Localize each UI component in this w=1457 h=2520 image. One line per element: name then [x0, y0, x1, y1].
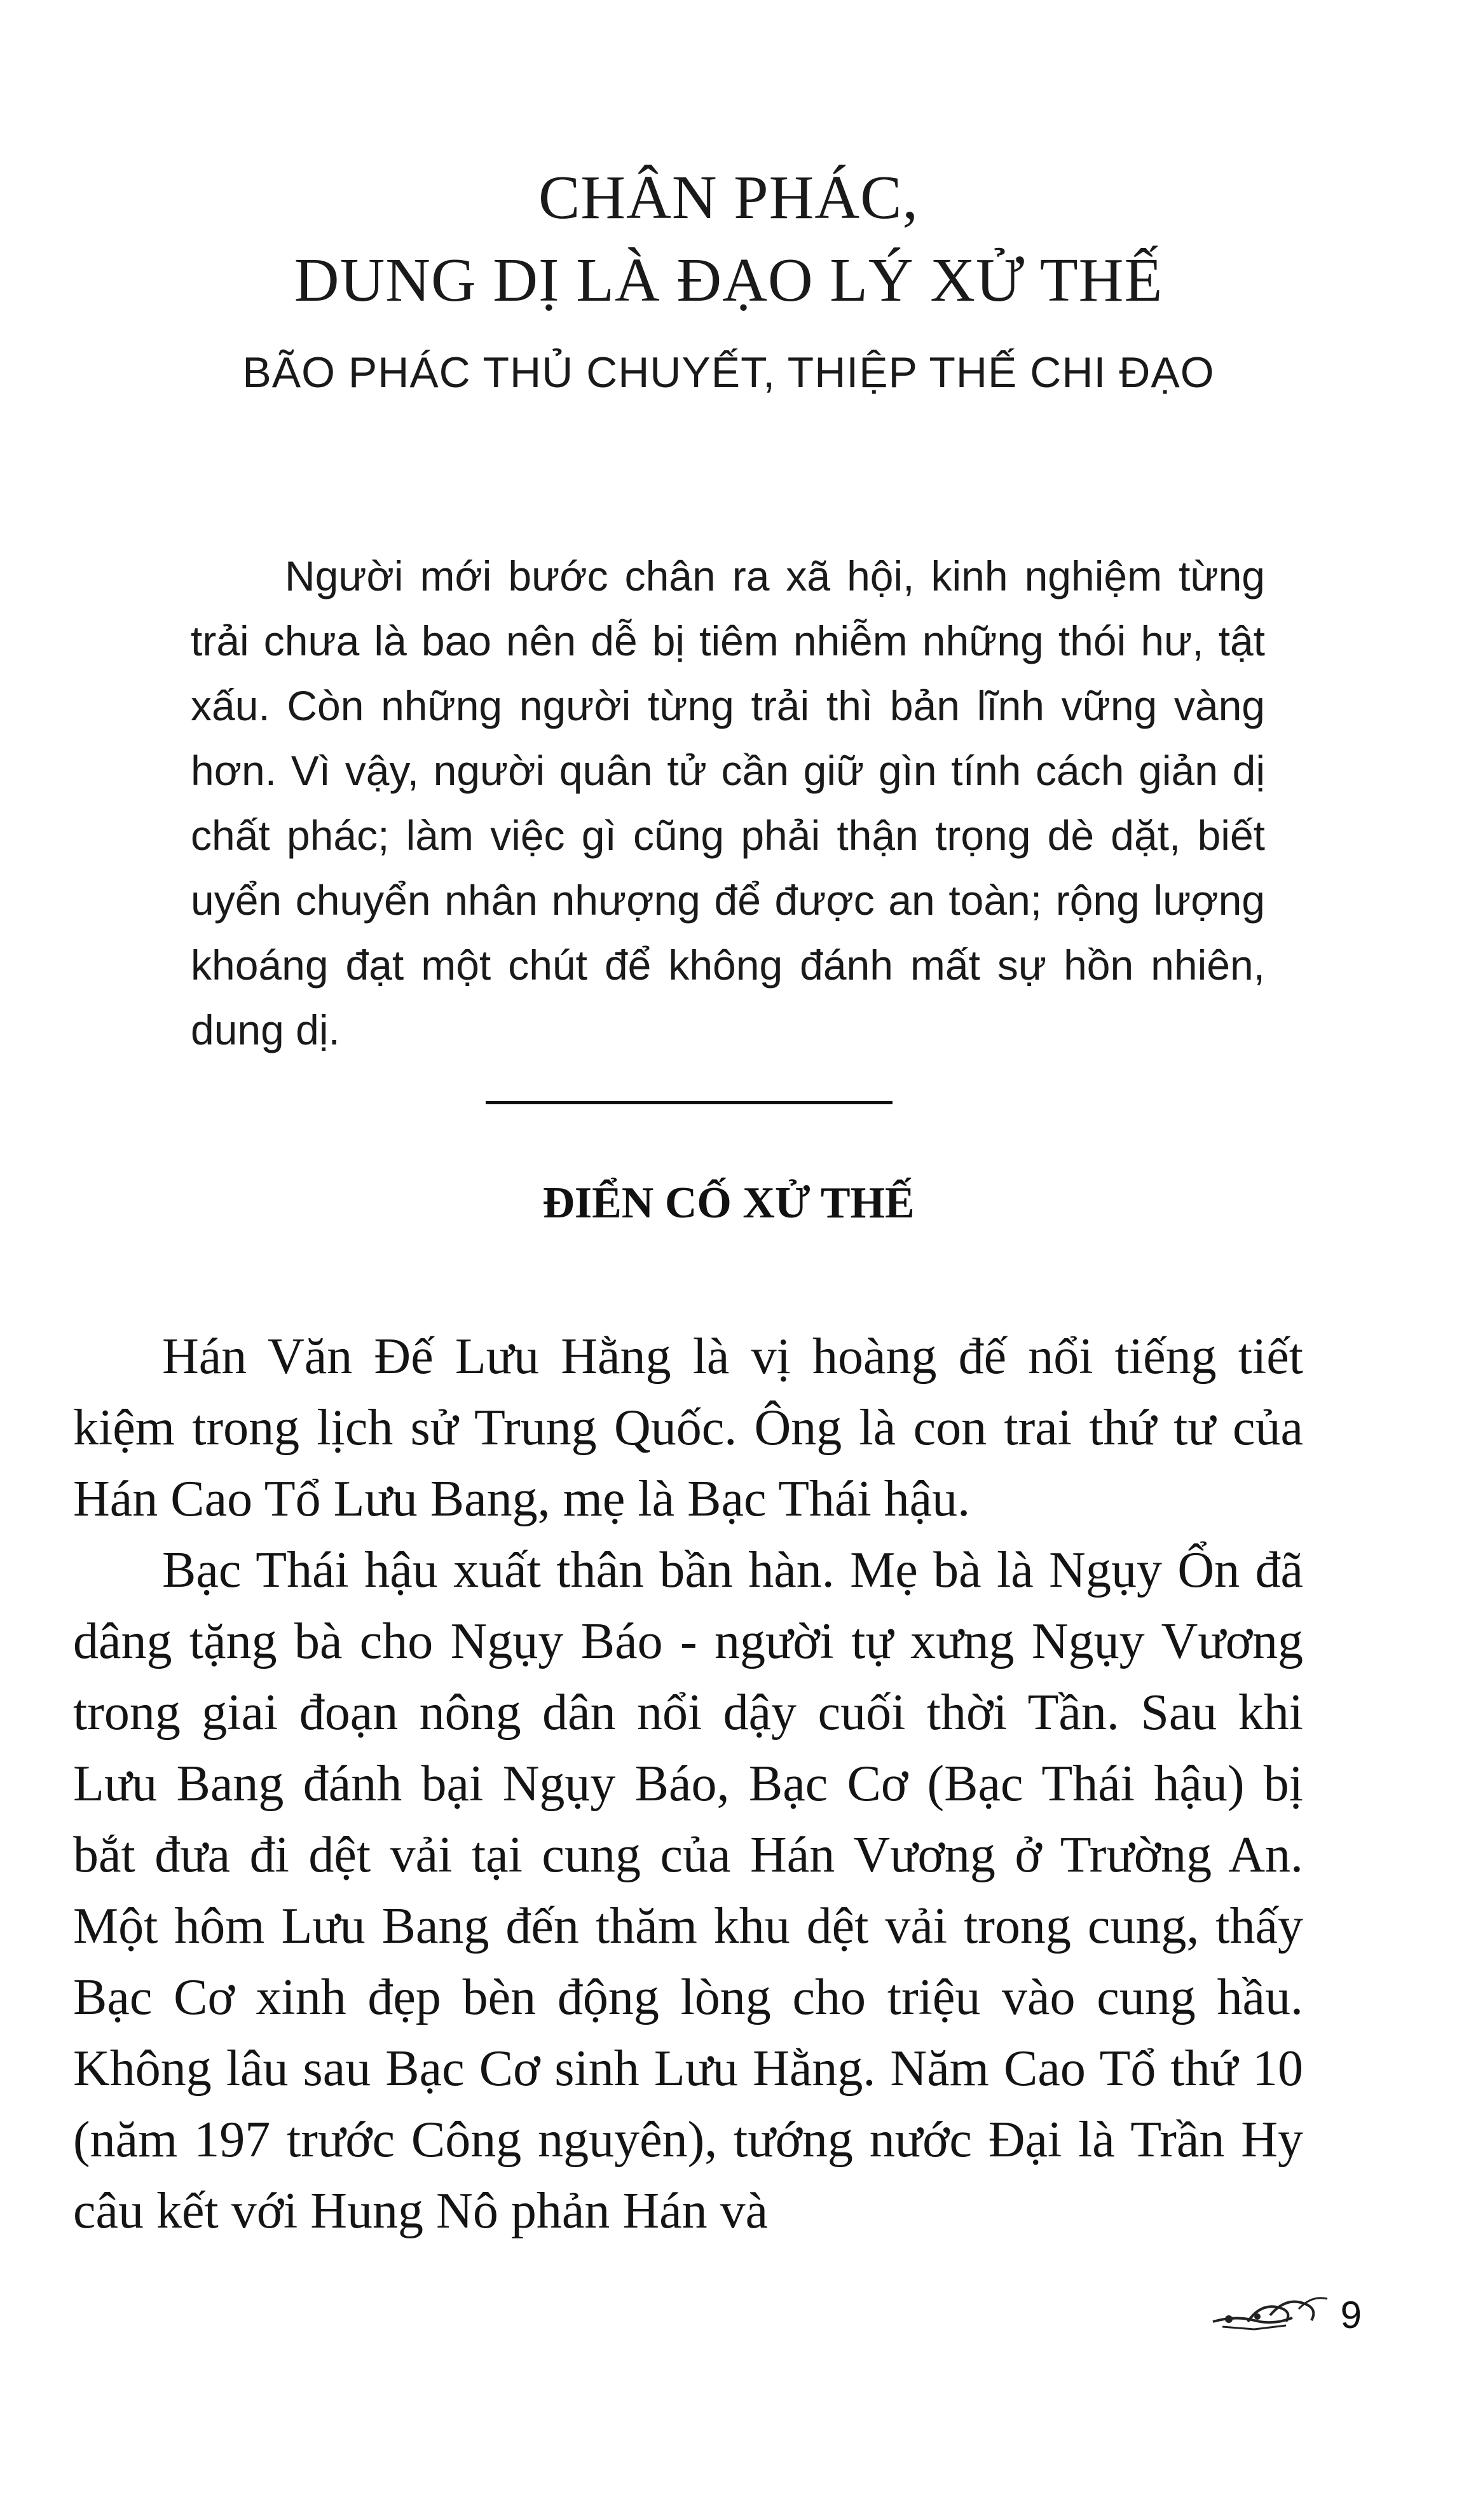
section-divider [486, 1101, 893, 1104]
intro-paragraph: Người mới bước chân ra xã hội, kinh nghiệm từng trải chưa là bao nên dễ bị tiêm nhiễm những thói hư, tật xấu. Còn những người từng trải thì bản lĩnh vững vàng hơn. Vì vậy, người quân tử cần giữ gìn tính cách giản dị chất phác; làm việc gì cũng phải thận trọng dè dặt, biết uyển chuyển nhân nhượng để được an toàn; rộng lượng khoáng đạt một chút để không đánh mất sự hồn nhiên, dung dị. [191, 552, 1265, 1053]
body-text [73, 1321, 1303, 2247]
chapter-title-line-2: DUNG DỊ LÀ ĐẠO LÝ XỬ THẾ [294, 246, 1163, 315]
page-number: 9 [1340, 2294, 1362, 2336]
page-footer [1210, 2284, 1362, 2334]
body-paragraph: Bạc Thái hậu xuất thân bần hàn. Mẹ bà là Ngụy Ổn đã dâng tặng bà cho Ngụy Báo - người tự xưng Ngụy Vương trong giai đoạn nông dân nổi dậy cuối thời Tần. Sau khi Lưu Bang đánh bại Ngụy Báo, Bạc Cơ (Bạc Thái hậu) bị bắt đưa đi dệt vải tại cung của Hán Vương ở Trường An. Một hôm Lưu Bang đến thăm khu dệt vải trong cung, thấy Bạc Cơ xinh đẹp bèn động lòng cho triệu vào cung hầu. Không lâu sau Bạc Cơ sinh Lưu Hằng. Năm Cao Tổ thứ 10 (năm 197 trước Công nguyên), tướng nước Đại là Trần Hy câu kết với Hung Nô phản Hán và [73, 1542, 1303, 2239]
decorative-flourish-icon [1210, 2290, 1337, 2334]
chapter-subtitle: BÃO PHÁC THỦ CHUYẾT, THIỆP THẾ CHI ĐẠO [242, 348, 1215, 397]
section-heading: ĐIỂN CỐ XỬ THẾ [542, 1179, 915, 1228]
body-paragraph: Hán Văn Đế Lưu Hằng là vị hoàng đế nổi tiếng tiết kiệm trong lịch sử Trung Quốc. Ông là con trai thứ tư của Hán Cao Tổ Lưu Bang, mẹ là Bạc Thái hậu. [73, 1329, 1303, 1527]
chapter-title-line-1: CHÂN PHÁC, [538, 163, 919, 232]
